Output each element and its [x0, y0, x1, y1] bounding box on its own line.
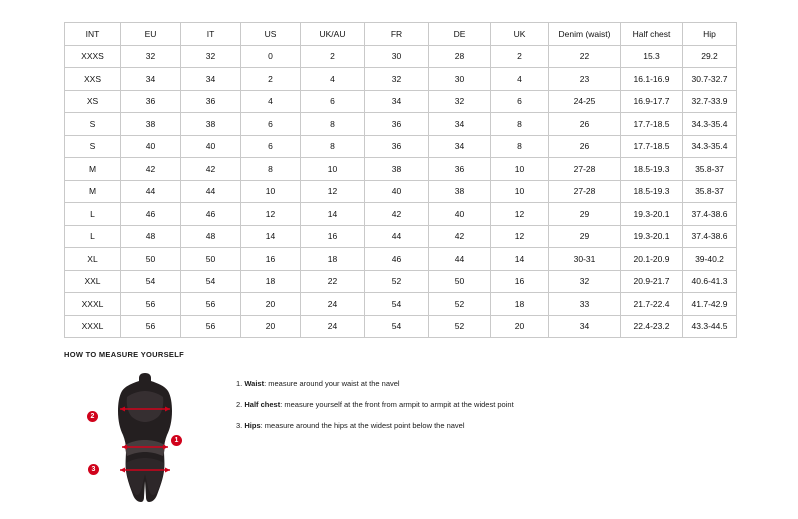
size-value-cell: 14 — [491, 248, 549, 271]
size-value-cell: 40 — [181, 135, 241, 158]
size-value-cell: 36 — [365, 113, 429, 136]
size-label-cell: XXXS — [65, 45, 121, 68]
size-value-cell: 2 — [241, 68, 301, 91]
size-value-cell: 34 — [121, 68, 181, 91]
size-value-cell: 32 — [181, 45, 241, 68]
size-value-cell: 34 — [365, 90, 429, 113]
size-value-cell: 40.6-41.3 — [683, 270, 737, 293]
size-value-cell: 34 — [429, 113, 491, 136]
size-value-cell: 44 — [181, 180, 241, 203]
size-value-cell: 23 — [549, 68, 621, 91]
measurement-figure — [86, 369, 206, 504]
how-to-measure-section — [64, 350, 744, 504]
table-row — [65, 180, 737, 203]
size-value-cell: 10 — [301, 158, 365, 181]
size-value-cell: 14 — [241, 225, 301, 248]
size-value-cell: 8 — [491, 135, 549, 158]
size-value-cell: 22.4-23.2 — [621, 315, 683, 338]
size-value-cell: 19.3-20.1 — [621, 203, 683, 226]
size-value-cell: 10 — [491, 180, 549, 203]
size-value-cell: 46 — [365, 248, 429, 271]
column-header: EU — [121, 23, 181, 46]
size-value-cell: 54 — [365, 315, 429, 338]
size-value-cell: 44 — [429, 248, 491, 271]
table-row — [65, 158, 737, 181]
size-label-cell: XS — [65, 90, 121, 113]
column-header: Hip — [683, 23, 737, 46]
size-value-cell: 52 — [365, 270, 429, 293]
size-value-cell: 6 — [241, 135, 301, 158]
size-value-cell: 42 — [121, 158, 181, 181]
column-header: FR — [365, 23, 429, 46]
instruction-number: 3. — [236, 421, 243, 430]
size-value-cell: 6 — [491, 90, 549, 113]
size-label-cell: XXXL — [65, 315, 121, 338]
size-value-cell: 39-40.2 — [683, 248, 737, 271]
size-value-cell: 36 — [181, 90, 241, 113]
size-value-cell: 24 — [301, 315, 365, 338]
table-row — [65, 270, 737, 293]
size-value-cell: 30.7-32.7 — [683, 68, 737, 91]
size-value-cell: 42 — [181, 158, 241, 181]
size-value-cell: 18 — [491, 293, 549, 316]
marker-3: 3 — [88, 464, 99, 475]
size-label-cell: XXS — [65, 68, 121, 91]
size-value-cell: 46 — [181, 203, 241, 226]
size-value-cell: 8 — [301, 113, 365, 136]
size-value-cell: 14 — [301, 203, 365, 226]
size-value-cell: 12 — [241, 203, 301, 226]
size-value-cell: 12 — [491, 203, 549, 226]
table-row — [65, 203, 737, 226]
how-to-measure-title: HOW TO MEASURE YOURSELF — [64, 350, 184, 359]
size-value-cell: 16.9-17.7 — [621, 90, 683, 113]
size-value-cell: 36 — [121, 90, 181, 113]
column-header: IT — [181, 23, 241, 46]
size-value-cell: 18.5-19.3 — [621, 158, 683, 181]
instruction-term: Hips — [244, 421, 261, 430]
size-value-cell: 4 — [491, 68, 549, 91]
size-value-cell: 12 — [301, 180, 365, 203]
instruction-text: : measure around the hips at the widest point below the navel — [260, 421, 465, 430]
size-value-cell: 35.8-37 — [683, 158, 737, 181]
size-value-cell: 50 — [429, 270, 491, 293]
size-value-cell: 15.3 — [621, 45, 683, 68]
size-value-cell: 44 — [365, 225, 429, 248]
size-value-cell: 33 — [549, 293, 621, 316]
size-value-cell: 10 — [241, 180, 301, 203]
size-label-cell: M — [65, 180, 121, 203]
size-value-cell: 32.7-33.9 — [683, 90, 737, 113]
size-value-cell: 34.3-35.4 — [683, 135, 737, 158]
size-value-cell: 42 — [365, 203, 429, 226]
size-value-cell: 20.1-20.9 — [621, 248, 683, 271]
instruction-number: 2. — [236, 400, 243, 409]
size-value-cell: 2 — [491, 45, 549, 68]
size-value-cell: 40 — [365, 180, 429, 203]
size-value-cell: 27-28 — [549, 180, 621, 203]
size-label-cell: XL — [65, 248, 121, 271]
table-row — [65, 248, 737, 271]
size-value-cell: 50 — [181, 248, 241, 271]
size-value-cell: 54 — [365, 293, 429, 316]
size-value-cell: 16 — [241, 248, 301, 271]
table-row — [65, 315, 737, 338]
size-chart-container — [64, 22, 736, 338]
size-value-cell: 36 — [365, 135, 429, 158]
size-value-cell: 30 — [429, 68, 491, 91]
column-header: Denim (waist) — [549, 23, 621, 46]
size-value-cell: 8 — [491, 113, 549, 136]
column-header: Half chest — [621, 23, 683, 46]
size-value-cell: 17.7-18.5 — [621, 135, 683, 158]
size-value-cell: 20 — [241, 293, 301, 316]
size-value-cell: 10 — [491, 158, 549, 181]
size-value-cell: 48 — [181, 225, 241, 248]
measure-instruction — [236, 421, 744, 430]
size-label-cell: XXL — [65, 270, 121, 293]
size-value-cell: 34.3-35.4 — [683, 113, 737, 136]
size-chart-table — [64, 22, 737, 338]
column-header: INT — [65, 23, 121, 46]
instruction-text: : measure yourself at the front from armpit to armpit at the widest point — [280, 400, 514, 409]
size-value-cell: 17.7-18.5 — [621, 113, 683, 136]
size-value-cell: 56 — [121, 293, 181, 316]
mannequin-illustration — [114, 371, 176, 503]
size-value-cell: 20 — [491, 315, 549, 338]
column-header: US — [241, 23, 301, 46]
size-value-cell: 22 — [549, 45, 621, 68]
table-row — [65, 293, 737, 316]
size-value-cell: 32 — [121, 45, 181, 68]
size-value-cell: 21.7-22.4 — [621, 293, 683, 316]
instruction-term: Waist — [244, 379, 265, 388]
size-value-cell: 35.8-37 — [683, 180, 737, 203]
size-value-cell: 18 — [301, 248, 365, 271]
size-value-cell: 6 — [241, 113, 301, 136]
size-value-cell: 34 — [181, 68, 241, 91]
instruction-number: 1. — [236, 379, 243, 388]
instruction-term: Half chest — [244, 400, 281, 409]
size-value-cell: 38 — [429, 180, 491, 203]
size-value-cell: 38 — [181, 113, 241, 136]
size-value-cell: 43.3-44.5 — [683, 315, 737, 338]
size-value-cell: 27-28 — [549, 158, 621, 181]
measure-instruction-list — [236, 379, 744, 442]
size-value-cell: 12 — [491, 225, 549, 248]
size-value-cell: 30-31 — [549, 248, 621, 271]
size-label-cell: L — [65, 225, 121, 248]
measure-instruction — [236, 379, 744, 388]
size-value-cell: 29.2 — [683, 45, 737, 68]
size-value-cell: 20.9-21.7 — [621, 270, 683, 293]
size-label-cell: M — [65, 158, 121, 181]
size-value-cell: 32 — [429, 90, 491, 113]
size-value-cell: 26 — [549, 135, 621, 158]
size-value-cell: 32 — [365, 68, 429, 91]
size-label-cell: XXXL — [65, 293, 121, 316]
size-value-cell: 52 — [429, 293, 491, 316]
size-value-cell: 54 — [181, 270, 241, 293]
size-value-cell: 56 — [181, 293, 241, 316]
marker-2: 2 — [87, 411, 98, 422]
size-value-cell: 38 — [121, 113, 181, 136]
size-value-cell: 4 — [301, 68, 365, 91]
instruction-text: : measure around your waist at the navel — [264, 379, 400, 388]
size-value-cell: 18.5-19.3 — [621, 180, 683, 203]
column-header: DE — [429, 23, 491, 46]
size-value-cell: 42 — [429, 225, 491, 248]
size-value-cell: 16.1-16.9 — [621, 68, 683, 91]
size-value-cell: 29 — [549, 203, 621, 226]
size-value-cell: 56 — [181, 315, 241, 338]
how-to-measure-body — [64, 369, 744, 504]
size-value-cell: 54 — [121, 270, 181, 293]
size-value-cell: 16 — [491, 270, 549, 293]
size-value-cell: 8 — [301, 135, 365, 158]
table-header-row — [65, 23, 737, 46]
size-value-cell: 28 — [429, 45, 491, 68]
size-value-cell: 20 — [241, 315, 301, 338]
table-row — [65, 113, 737, 136]
size-value-cell: 50 — [121, 248, 181, 271]
size-value-cell: 8 — [241, 158, 301, 181]
size-value-cell: 36 — [429, 158, 491, 181]
size-value-cell: 40 — [121, 135, 181, 158]
size-value-cell: 38 — [365, 158, 429, 181]
table-row — [65, 45, 737, 68]
size-value-cell: 44 — [121, 180, 181, 203]
size-value-cell: 46 — [121, 203, 181, 226]
size-value-cell: 40 — [429, 203, 491, 226]
size-value-cell: 34 — [429, 135, 491, 158]
size-label-cell: S — [65, 113, 121, 136]
table-row — [65, 68, 737, 91]
size-value-cell: 24 — [301, 293, 365, 316]
size-value-cell: 37.4-38.6 — [683, 203, 737, 226]
table-row — [65, 90, 737, 113]
table-row — [65, 225, 737, 248]
size-value-cell: 48 — [121, 225, 181, 248]
size-value-cell: 19.3-20.1 — [621, 225, 683, 248]
size-value-cell: 2 — [301, 45, 365, 68]
size-label-cell: L — [65, 203, 121, 226]
size-value-cell: 34 — [549, 315, 621, 338]
size-value-cell: 18 — [241, 270, 301, 293]
size-value-cell: 16 — [301, 225, 365, 248]
size-value-cell: 26 — [549, 113, 621, 136]
size-value-cell: 29 — [549, 225, 621, 248]
size-value-cell: 32 — [549, 270, 621, 293]
size-value-cell: 41.7-42.9 — [683, 293, 737, 316]
size-value-cell: 6 — [301, 90, 365, 113]
size-value-cell: 4 — [241, 90, 301, 113]
size-value-cell: 52 — [429, 315, 491, 338]
table-row — [65, 135, 737, 158]
column-header: UK/AU — [301, 23, 365, 46]
size-value-cell: 30 — [365, 45, 429, 68]
size-label-cell: S — [65, 135, 121, 158]
size-value-cell: 0 — [241, 45, 301, 68]
size-value-cell: 37.4-38.6 — [683, 225, 737, 248]
size-value-cell: 22 — [301, 270, 365, 293]
column-header: UK — [491, 23, 549, 46]
size-value-cell: 56 — [121, 315, 181, 338]
measure-instruction — [236, 400, 744, 409]
marker-1: 1 — [171, 435, 182, 446]
size-value-cell: 24-25 — [549, 90, 621, 113]
